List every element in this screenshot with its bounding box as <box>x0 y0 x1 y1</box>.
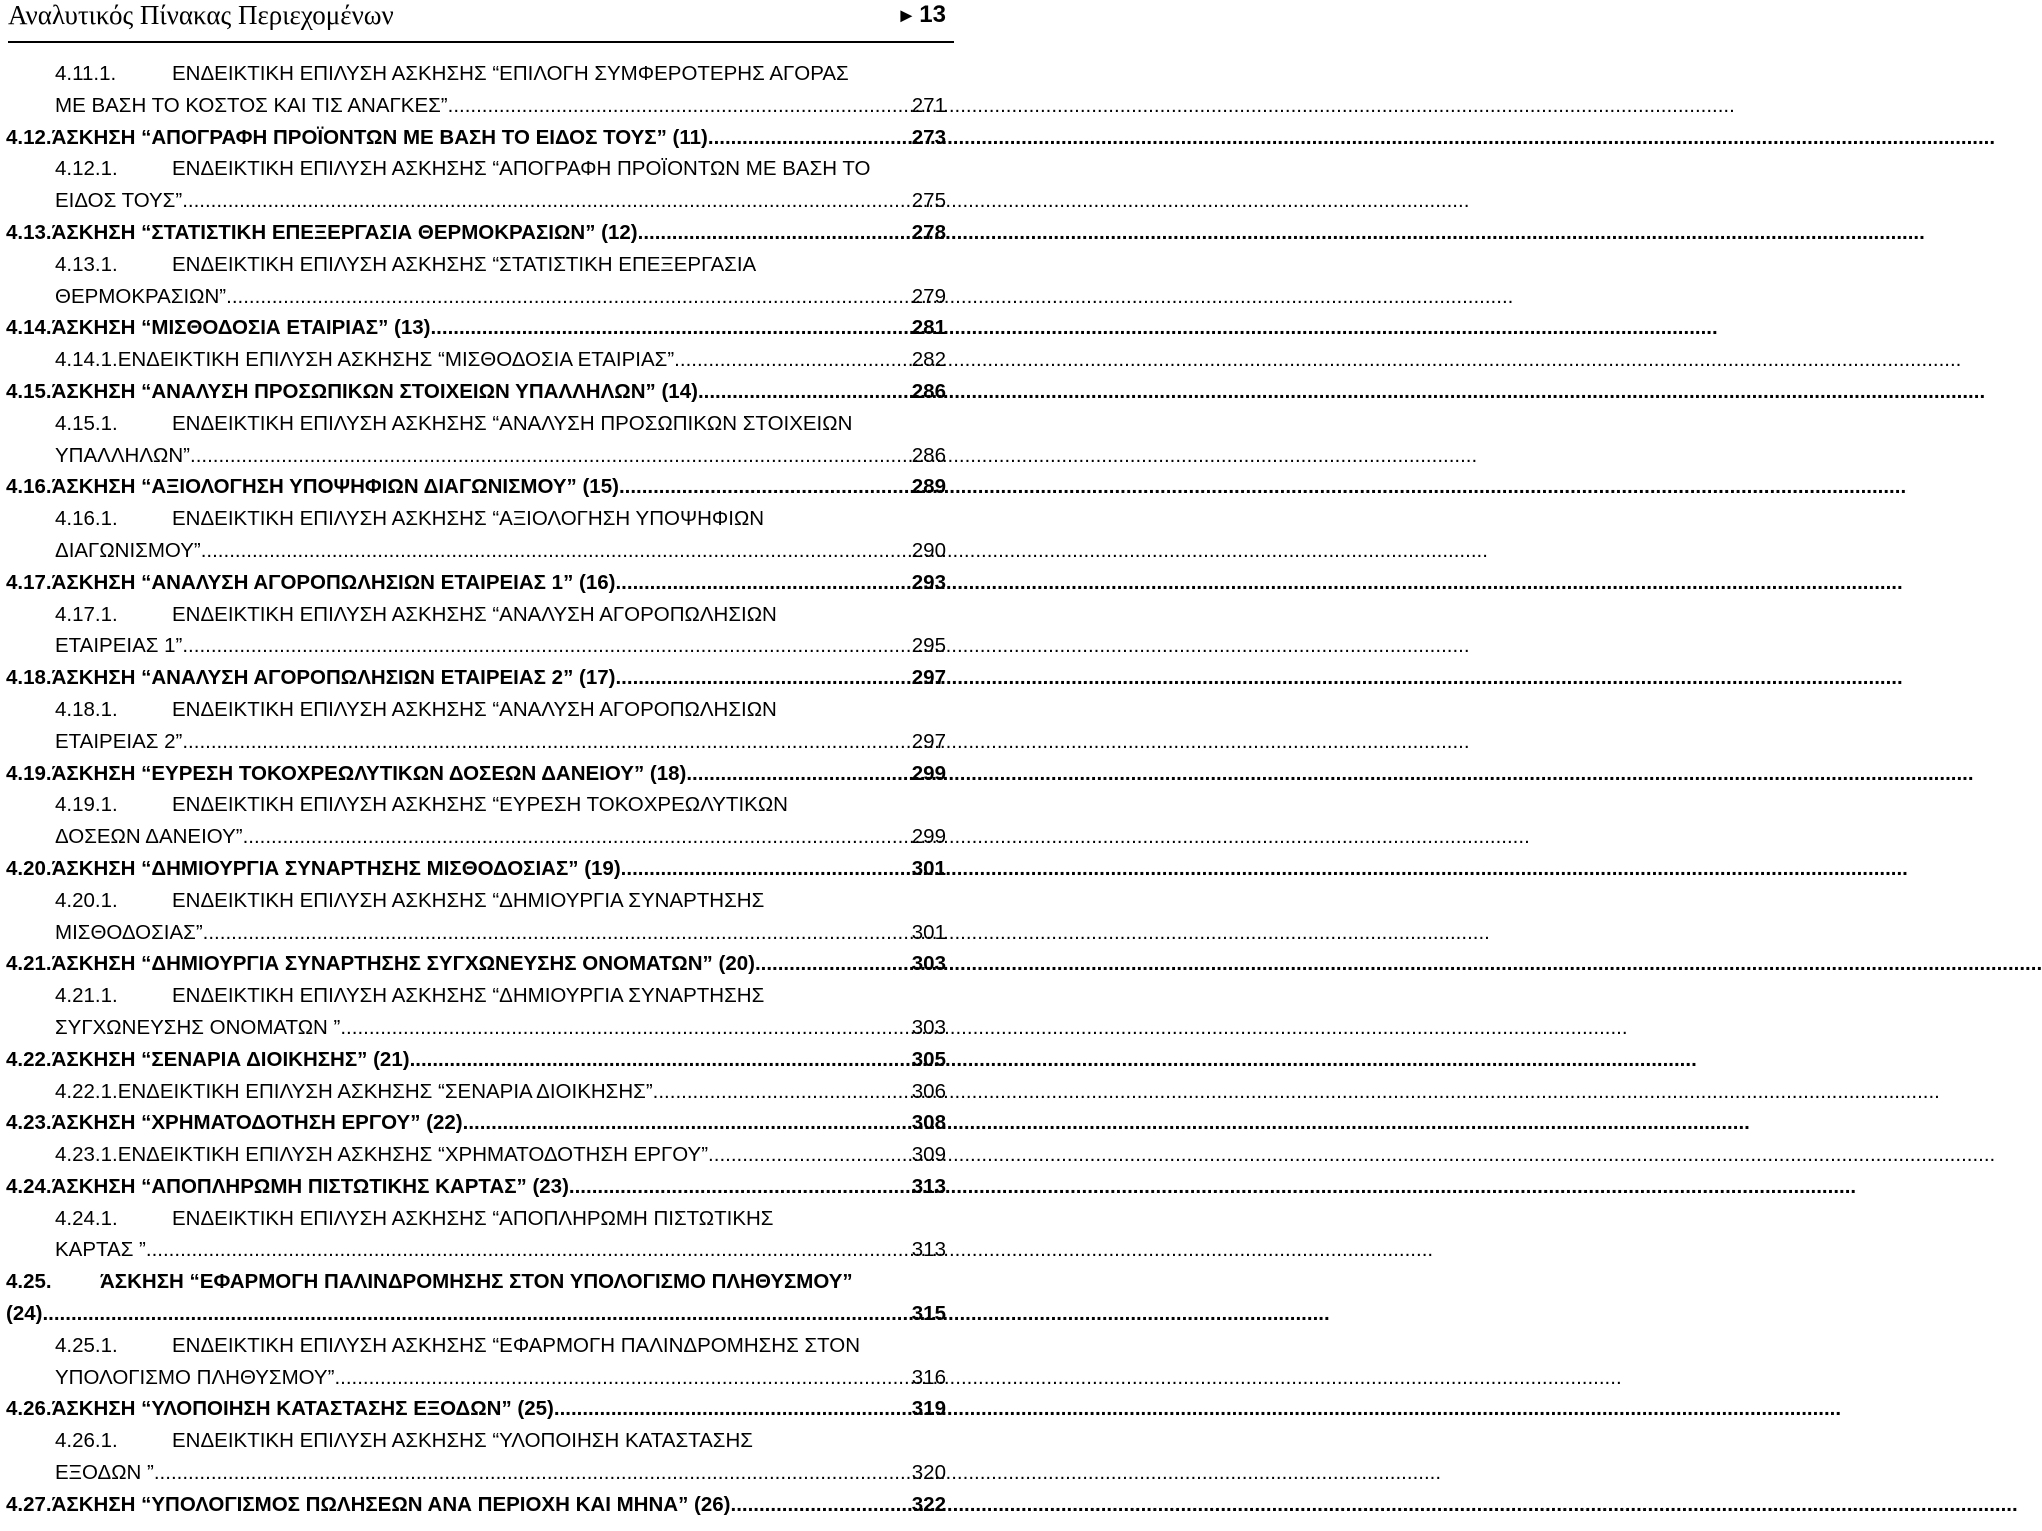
toc-subsection-entry[interactable] <box>0 58 960 122</box>
dot-leader <box>686 758 910 790</box>
toc-entry-line <box>0 1012 946 1044</box>
page-number-block <box>897 0 947 31</box>
toc-entry-page: 313 <box>911 1174 946 1198</box>
toc-entry-page: 299 <box>911 761 946 785</box>
toc-entry-page: 309 <box>911 1143 946 1167</box>
toc-entry-number: 4.16. <box>6 475 52 499</box>
toc-entry-title: ΕΙΔΟΣ ΤΟΥΣ” <box>55 189 183 213</box>
toc-entry-title: ΆΣΚΗΣΗ “ΑΝΑΛΥΣΗ ΠΡΟΣΩΠΙΚΩΝ ΣΤΟΙΧΕΙΩΝ ΥΠΑΛΛΗΛΩΝ” (14) <box>51 379 698 403</box>
toc-entry-page: 281 <box>911 316 946 340</box>
toc-entry-number: 4.24. <box>6 1174 52 1198</box>
toc-entry-line <box>0 503 960 535</box>
toc-entry-number: 4.18. <box>6 666 52 690</box>
dot-leader <box>190 440 911 472</box>
toc-section-entry[interactable] <box>0 1171 960 1203</box>
toc-entry-page: 301 <box>911 856 946 880</box>
toc-entry-title: ΥΠΟΛΟΓΙΣΜΟ ΠΛΗΘΥΣΜΟΥ” <box>55 1365 335 1389</box>
toc-section-entry[interactable] <box>0 948 960 980</box>
toc-entry-line <box>0 1139 946 1171</box>
toc-section-entry[interactable] <box>0 376 960 408</box>
toc-entry-title: ΆΣΚΗΣΗ “ΑΠΟΠΛΗΡΩΜΗ ΠΙΣΤΩΤΙΚΗΣ ΚΑΡΤΑΣ” (23) <box>51 1174 569 1198</box>
play-triangle-icon: ► <box>896 5 917 27</box>
toc-entry-number: 4.15.1. <box>55 411 118 435</box>
toc-entry-page: 308 <box>911 1111 946 1135</box>
toc-entry-title: ΔΟΣΕΩΝ ΔΑΝΕΙΟΥ” <box>55 825 243 849</box>
toc-entry-number: 4.23. <box>6 1111 52 1135</box>
dot-leader <box>674 344 911 376</box>
toc-entry-page: 278 <box>911 220 946 244</box>
toc-entry-page: 313 <box>911 1238 946 1262</box>
toc-entry-page: 301 <box>911 920 946 944</box>
dot-leader <box>146 1234 911 1266</box>
toc-entry-number: 4.18.1. <box>55 697 118 721</box>
toc-entry-page: 282 <box>911 348 946 372</box>
toc-subsection-entry[interactable] <box>0 153 960 217</box>
toc-entry-number: 4.21.1. <box>55 984 118 1008</box>
toc-entry-title: ΕΝΔΕΙΚΤΙΚΗ ΕΠΙΛΥΣΗ ΑΣΚΗΣΗΣ “ΑΠΟΠΛΗΡΩΜΗ ΠΙΣΤΩΤΙΚΗΣ <box>172 1206 774 1230</box>
toc-entry-line <box>0 630 946 662</box>
toc-entry-line <box>0 885 960 917</box>
toc-entry-number: 4.25. <box>6 1270 52 1294</box>
toc-entry-title: ΕΝΔΕΙΚΤΙΚΗ ΕΠΙΛΥΣΗ ΑΣΚΗΣΗΣ “ΑΞΙΟΛΟΓΗΣΗ ΥΠΟΨΗΦΙΩΝ <box>172 507 765 531</box>
toc-entry-title: ΣΥΓΧΩΝΕΥΣΗΣ ΟΝΟΜΑΤΩΝ ” <box>55 1015 341 1039</box>
toc-entry-title: ΕΝΔΕΙΚΤΙΚΗ ΕΠΙΛΥΣΗ ΑΣΚΗΣΗΣ “ΕΦΑΡΜΟΓΗ ΠΑΛΙΝΔΡΟΜΗΣΗΣ ΣΤΟΝ <box>172 1333 861 1357</box>
toc-subsection-entry[interactable] <box>0 1076 960 1108</box>
toc-entry-line <box>0 662 946 694</box>
toc-entry-page: 273 <box>911 125 946 149</box>
toc-entry-line <box>0 1425 960 1457</box>
toc-subsection-entry[interactable] <box>0 1330 960 1394</box>
toc-entry-page: 316 <box>911 1365 946 1389</box>
toc-entry-number: 4.22.1. <box>55 1079 118 1103</box>
toc-entry-title: ΕΝΔΕΙΚΤΙΚΗ ΕΠΙΛΥΣΗ ΑΣΚΗΣΗΣ “ΑΠΟΓΡΑΦΗ ΠΡΟΪΟΝΤΩΝ ΜΕ ΒΑΣΗ ΤΟ <box>172 157 871 181</box>
toc-entry-title: ΜΙΣΘΟΔΟΣΙΑΣ” <box>55 920 203 944</box>
toc-entry-title: ΆΣΚΗΣΗ “ΔΗΜΙΟΥΡΓΙΑ ΣΥΝΑΡΤΗΣΗΣ ΜΙΣΘΟΔΟΣΙΑΣ” (19) <box>51 856 621 880</box>
toc-entry-line <box>0 217 946 249</box>
toc-entry-title: ΆΣΚΗΣΗ “ΥΠΟΛΟΓΙΣΜΟΣ ΠΩΛΗΣΕΩΝ ΑΝΑ ΠΕΡΙΟΧΗ ΚΑΙ ΜΗΝΑ” (26) <box>51 1492 731 1516</box>
toc-entry-line <box>0 249 960 281</box>
toc-entry-title: ΕΝΔΕΙΚΤΙΚΗ ΕΠΙΛΥΣΗ ΑΣΚΗΣΗΣ “ΧΡΗΜΑΤΟΔΟΤΗΣΗ ΕΡΓΟΥ” <box>117 1143 709 1167</box>
toc-entry-number: 4.15. <box>6 379 52 403</box>
toc-entry-line <box>0 1393 946 1425</box>
toc-entry-line <box>0 535 946 567</box>
toc-entry-page: 305 <box>911 1047 946 1071</box>
dot-leader <box>653 1076 911 1108</box>
toc-entry-title: ΆΣΚΗΣΗ “ΥΛΟΠΟΙΗΣΗ ΚΑΤΑΣΤΑΣΗΣ ΕΞΟΔΩΝ” (25) <box>51 1397 554 1421</box>
toc-entry-number: 4.21. <box>6 952 52 976</box>
toc-entry-line <box>0 281 946 313</box>
dot-leader <box>708 1139 911 1171</box>
toc-entry-title: ΕΤΑΙΡΕΙΑΣ 1” <box>55 634 183 658</box>
toc-entry-line <box>0 1489 946 1521</box>
toc-entry-page: 315 <box>911 1302 946 1326</box>
toc-section-entry[interactable] <box>0 217 960 249</box>
toc-entry-title: ΔΙΑΓΩΝΙΣΜΟΥ” <box>55 538 201 562</box>
toc-entry-page: 303 <box>911 1015 946 1039</box>
toc-entry-line <box>0 344 946 376</box>
toc-entry-line <box>0 1234 946 1266</box>
toc-subsection-entry[interactable] <box>0 599 960 663</box>
dot-leader <box>554 1393 911 1425</box>
toc-entry-line <box>0 376 946 408</box>
toc-entry-page: 306 <box>911 1079 946 1103</box>
toc-entry-page: 271 <box>911 93 946 117</box>
dot-leader <box>410 1044 911 1076</box>
dot-leader <box>463 1107 911 1139</box>
toc-entry-number: 4.25.1. <box>55 1333 118 1357</box>
toc-entry-line <box>0 917 946 949</box>
toc-entry-line <box>0 1266 960 1298</box>
toc-entry-page: 279 <box>911 284 946 308</box>
toc-entry-title: ΕΝΔΕΙΚΤΙΚΗ ΕΠΙΛΥΣΗ ΑΣΚΗΣΗΣ “ΑΝΑΛΥΣΗ ΑΓΟΡΟΠΩΛΗΣΙΩΝ <box>172 602 777 626</box>
toc-entry-line <box>0 1203 960 1235</box>
dot-leader <box>201 535 911 567</box>
toc-entry-number: 4.16.1. <box>55 507 118 531</box>
toc-entry-title: (24) <box>6 1302 43 1326</box>
toc-entry-line <box>0 440 946 472</box>
toc-entry-page: 286 <box>911 379 946 403</box>
table-of-contents <box>0 58 960 1521</box>
toc-entry-page: 290 <box>911 538 946 562</box>
toc-entry-line <box>0 726 946 758</box>
dot-leader <box>334 1362 910 1394</box>
toc-entry-title: ΕΝΔΕΙΚΤΙΚΗ ΕΠΙΛΥΣΗ ΑΣΚΗΣΗΣ “ΕΥΡΕΣΗ ΤΟΚΟΧΡΕΩΛΥΤΙΚΩΝ <box>172 793 788 817</box>
toc-entry-line <box>0 853 946 885</box>
toc-entry-number: 4.22. <box>6 1047 52 1071</box>
toc-entry-page: 322 <box>911 1492 946 1516</box>
toc-entry-line <box>0 58 960 90</box>
dot-leader <box>731 1489 911 1521</box>
toc-section-entry[interactable] <box>0 1393 960 1425</box>
toc-subsection-entry[interactable] <box>0 1425 960 1489</box>
toc-entry-title: ΚΑΡΤΑΣ ” <box>55 1238 146 1262</box>
toc-entry-number: 4.20. <box>6 856 52 880</box>
toc-entry-title: ΘΕΡΜΟΚΡΑΣΙΩΝ” <box>55 284 227 308</box>
toc-entry-number: 4.27. <box>6 1492 52 1516</box>
toc-entry-title: ΆΣΚΗΣΗ “ΔΗΜΙΟΥΡΓΙΑ ΣΥΝΑΡΤΗΣΗΣ ΣΥΓΧΩΝΕΥΣΗΣ ΟΝΟΜΑΤΩΝ” (20) <box>51 952 755 976</box>
toc-entry-number: 4.26.1. <box>55 1429 118 1453</box>
toc-entry-number: 4.23.1. <box>55 1143 118 1167</box>
toc-subsection-entry[interactable] <box>0 885 960 949</box>
toc-entry-number: 4.19. <box>6 761 52 785</box>
toc-entry-line <box>0 1044 946 1076</box>
toc-entry-line <box>0 471 946 503</box>
dot-leader <box>430 312 910 344</box>
toc-entry-page: 293 <box>911 570 946 594</box>
toc-entry-title: ΜΕ ΒΑΣΗ ΤΟ ΚΟΣΤΟΣ ΚΑΙ ΤΙΣ ΑΝΑΓΚΕΣ” <box>55 93 448 117</box>
toc-entry-title: ΕΤΑΙΡΕΙΑΣ 2” <box>55 729 183 753</box>
toc-subsection-entry[interactable] <box>0 408 960 472</box>
toc-subsection-entry[interactable] <box>0 789 960 853</box>
toc-entry-number: 4.13.1. <box>55 252 118 276</box>
toc-entry-title: ΆΣΚΗΣΗ “ΣΕΝΑΡΙΑ ΔΙΟΙΚΗΣΗΣ” (21) <box>51 1047 410 1071</box>
dot-leader <box>182 630 910 662</box>
toc-entry-title: ΆΣΚΗΣΗ “ΑΝΑΛΥΣΗ ΑΓΟΡΟΠΩΛΗΣΙΩΝ ΕΤΑΙΡΕΙΑΣ 2” (17) <box>51 666 616 690</box>
toc-entry-number: 4.24.1. <box>55 1206 118 1230</box>
dot-leader <box>619 471 911 503</box>
toc-subsection-entry[interactable] <box>0 249 960 313</box>
toc-entry-page: 297 <box>911 729 946 753</box>
toc-entry-line <box>0 980 960 1012</box>
dot-leader <box>698 376 911 408</box>
toc-entry-line <box>0 185 946 217</box>
toc-entry-line <box>0 694 960 726</box>
toc-subsection-entry[interactable] <box>0 980 960 1044</box>
toc-entry-line <box>0 758 946 790</box>
toc-entry-title: ΕΝΔΕΙΚΤΙΚΗ ΕΠΙΛΥΣΗ ΑΣΚΗΣΗΣ “ΑΝΑΛΥΣΗ ΑΓΟΡΟΠΩΛΗΣΙΩΝ <box>172 697 777 721</box>
toc-entry-line <box>0 1107 946 1139</box>
toc-entry-line <box>0 1457 946 1489</box>
dot-leader <box>154 1457 911 1489</box>
page-title: Αναλυτικός Πίνακας Περιεχομένων <box>8 0 394 30</box>
toc-entry-title: ΆΣΚΗΣΗ “ΕΦΑΡΜΟΓΗ ΠΑΛΙΝΔΡΟΜΗΣΗΣ ΣΤΟΝ ΥΠΟΛΟΓΙΣΜΟ ΠΛΗΘΥΣΜΟΥ” <box>100 1270 853 1294</box>
toc-entry-page: 286 <box>911 443 946 467</box>
dot-leader <box>615 662 910 694</box>
toc-entry-page: 319 <box>911 1397 946 1421</box>
toc-entry-line <box>0 567 946 599</box>
page-number: 13 <box>919 1 946 28</box>
toc-section-entry[interactable] <box>0 853 960 885</box>
toc-entry-title: ΕΞΟΔΩΝ ” <box>55 1461 154 1485</box>
toc-entry-title: ΥΠΑΛΛΗΛΩΝ” <box>55 443 190 467</box>
toc-entry-page: 299 <box>911 825 946 849</box>
toc-entry-number: 4.19.1. <box>55 793 118 817</box>
dot-leader <box>182 185 911 217</box>
toc-section-entry[interactable] <box>0 1044 960 1076</box>
toc-entry-page: 320 <box>911 1461 946 1485</box>
toc-entry-title: ΆΣΚΗΣΗ “ΧΡΗΜΑΤΟΔΟΤΗΣΗ ΕΡΓΟΥ” (22) <box>51 1111 463 1135</box>
dot-leader <box>203 917 911 949</box>
toc-entry-title: ΕΝΔΕΙΚΤΙΚΗ ΕΠΙΛΥΣΗ ΑΣΚΗΣΗΣ “ΕΠΙΛΟΓΗ ΣΥΜΦΕΡΟΤΕΡΗΣ ΑΓΟΡΑΣ <box>172 62 849 85</box>
dot-leader <box>638 217 911 249</box>
toc-entry-line <box>0 408 960 440</box>
dot-leader <box>226 281 911 313</box>
toc-entry-title: ΆΣΚΗΣΗ “ΑΝΑΛΥΣΗ ΑΓΟΡΟΠΩΛΗΣΙΩΝ ΕΤΑΙΡΕΙΑΣ 1” (16) <box>51 570 616 594</box>
dot-leader <box>569 1171 911 1203</box>
toc-entry-number: 4.20.1. <box>55 888 118 912</box>
toc-section-entry[interactable] <box>0 1489 960 1521</box>
toc-entry-title: ΕΝΔΕΙΚΤΙΚΗ ΕΠΙΛΥΣΗ ΑΣΚΗΣΗΣ “ΔΗΜΙΟΥΡΓΙΑ ΣΥΝΑΡΤΗΣΗΣ <box>172 984 765 1008</box>
toc-entry-number: 4.13. <box>6 220 52 244</box>
toc-entry-page: 303 <box>911 952 946 976</box>
toc-entry-title: ΕΝΔΕΙΚΤΙΚΗ ΕΠΙΛΥΣΗ ΑΣΚΗΣΗΣ “ΜΙΣΘΟΔΟΣΙΑ ΕΤΑΙΡΙΑΣ” <box>117 348 675 372</box>
dot-leader <box>42 1298 910 1330</box>
toc-entry-line <box>0 1171 946 1203</box>
toc-entry-title: ΆΣΚΗΣΗ “ΜΙΣΘΟΔΟΣΙΑ ΕΤΑΙΡΙΑΣ” (13) <box>51 316 431 340</box>
dot-leader <box>708 122 911 154</box>
toc-subsection-entry[interactable] <box>0 344 960 376</box>
toc-entry-line <box>0 122 946 154</box>
dot-leader <box>243 821 911 853</box>
header-rule <box>8 41 954 43</box>
dot-leader <box>621 853 911 885</box>
toc-entry-page: 297 <box>911 666 946 690</box>
toc-subsection-entry[interactable] <box>0 503 960 567</box>
toc-entry-number: 4.17. <box>6 570 52 594</box>
toc-entry-number: 4.14.1. <box>55 348 118 372</box>
toc-entry-number: 4.26. <box>6 1397 52 1421</box>
toc-entry-page: 275 <box>911 189 946 213</box>
toc-entry-line <box>0 1330 960 1362</box>
toc-entry-title: ΕΝΔΕΙΚΤΙΚΗ ΕΠΙΛΥΣΗ ΑΣΚΗΣΗΣ “ΥΛΟΠΟΙΗΣΗ ΚΑΤΑΣΤΑΣΗΣ <box>172 1429 753 1453</box>
toc-entry-line <box>0 1362 946 1394</box>
toc-section-entry[interactable] <box>0 1266 960 1330</box>
dot-leader <box>182 726 910 758</box>
toc-entry-line <box>0 90 946 122</box>
dot-leader <box>615 567 910 599</box>
toc-entry-page: 295 <box>911 634 946 658</box>
toc-entry-title: ΆΣΚΗΣΗ “ΑΞΙΟΛΟΓΗΣΗ ΥΠΟΨΗΦΙΩΝ ΔΙΑΓΩΝΙΣΜΟΥ” (15) <box>51 475 619 499</box>
toc-subsection-entry[interactable] <box>0 1203 960 1267</box>
toc-entry-line <box>0 312 946 344</box>
toc-entry-line <box>0 948 946 980</box>
toc-entry-line <box>0 153 960 185</box>
toc-subsection-entry[interactable] <box>0 694 960 758</box>
toc-section-entry[interactable] <box>0 1107 960 1139</box>
toc-entry-number: 4.17.1. <box>55 602 118 626</box>
toc-entry-title: ΆΣΚΗΣΗ “ΑΠΟΓΡΑΦΗ ΠΡΟΪΟΝΤΩΝ ΜΕ ΒΑΣΗ ΤΟ ΕΙΔΟΣ ΤΟΥΣ” (11) <box>51 125 708 149</box>
toc-section-entry[interactable] <box>0 567 960 599</box>
toc-section-entry[interactable] <box>0 662 960 694</box>
toc-entry-title: ΕΝΔΕΙΚΤΙΚΗ ΕΠΙΛΥΣΗ ΑΣΚΗΣΗΣ “ΔΗΜΙΟΥΡΓΙΑ ΣΥΝΑΡΤΗΣΗΣ <box>172 888 765 912</box>
toc-entry-number: 4.12.1. <box>55 157 118 181</box>
toc-entry-title: ΕΝΔΕΙΚΤΙΚΗ ΕΠΙΛΥΣΗ ΑΣΚΗΣΗΣ “ΣΕΝΑΡΙΑ ΔΙΟΙΚΗΣΗΣ” <box>117 1079 653 1103</box>
toc-entry-number: 4.11.1. <box>55 62 117 85</box>
toc-entry-line <box>0 821 946 853</box>
toc-entry-line <box>0 1076 946 1108</box>
dot-leader <box>340 1012 910 1044</box>
toc-section-entry[interactable] <box>0 122 960 154</box>
toc-entry-title: ΕΝΔΕΙΚΤΙΚΗ ΕΠΙΛΥΣΗ ΑΣΚΗΣΗΣ “ΣΤΑΤΙΣΤΙΚΗ ΕΠΕΞΕΡΓΑΣΙΑ <box>172 252 757 276</box>
toc-entry-line <box>0 789 960 821</box>
toc-section-entry[interactable] <box>0 758 960 790</box>
toc-entry-line <box>0 599 960 631</box>
toc-entry-title: ΆΣΚΗΣΗ “ΣΤΑΤΙΣΤΙΚΗ ΕΠΕΞΕΡΓΑΣΙΑ ΘΕΡΜΟΚΡΑΣΙΩΝ” (12) <box>51 220 638 244</box>
toc-subsection-entry[interactable] <box>0 1139 960 1171</box>
toc-entry-number: 4.12. <box>6 125 52 149</box>
toc-entry-title: ΕΝΔΕΙΚΤΙΚΗ ΕΠΙΛΥΣΗ ΑΣΚΗΣΗΣ “ΑΝΑΛΥΣΗ ΠΡΟΣΩΠΙΚΩΝ ΣΤΟΙΧΕΙΩΝ <box>172 411 853 435</box>
toc-section-entry[interactable] <box>0 471 960 503</box>
toc-entry-number: 4.14. <box>6 316 52 340</box>
page-header <box>0 0 960 40</box>
toc-entry-title: ΆΣΚΗΣΗ “ΕΥΡΕΣΗ ΤΟΚΟΧΡΕΩΛΥΤΙΚΩΝ ΔΟΣΕΩΝ ΔΑΝΕΙΟΥ” (18) <box>51 761 687 785</box>
dot-leader <box>755 948 911 980</box>
toc-entry-line <box>0 1298 946 1330</box>
toc-entry-page: 289 <box>911 475 946 499</box>
dot-leader <box>448 90 911 122</box>
toc-section-entry[interactable] <box>0 312 960 344</box>
